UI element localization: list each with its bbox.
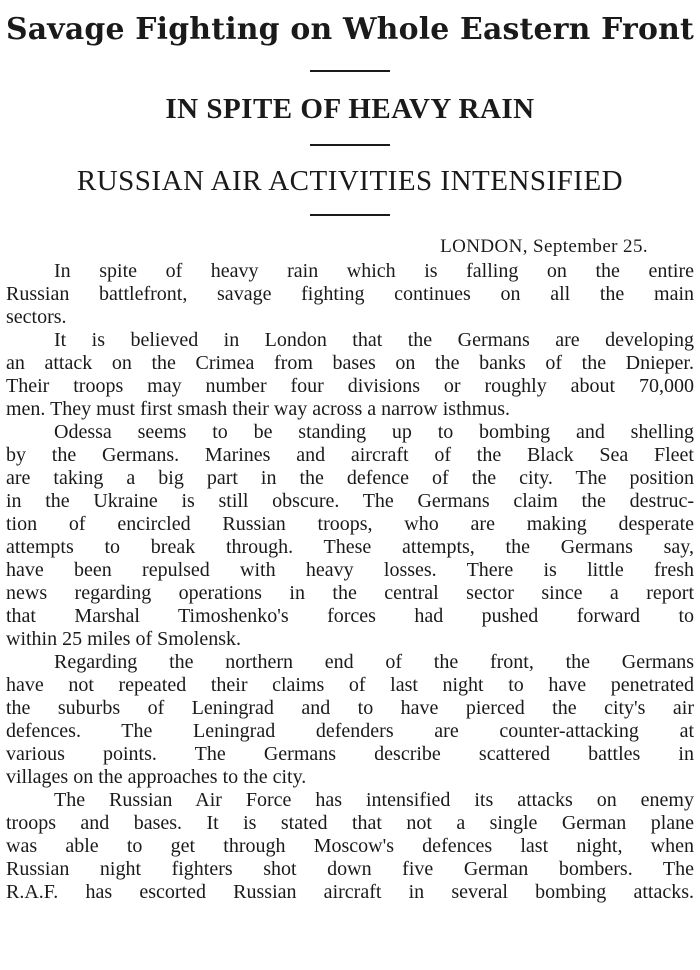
body-line: have been repulsed with heavy losses. There is little fresh — [6, 559, 694, 581]
subheadline-secondary: RUSSIAN AIR ACTIVITIES INTENSIFIED — [76, 165, 624, 197]
body-line: in the Ukraine is still obscure. The Germans claim the destruc- — [6, 490, 694, 512]
body-line: troops and bases. It is stated that not a single German plane — [6, 812, 694, 834]
subheadline-primary: IN SPITE OF HEAVY RAIN — [165, 93, 535, 125]
body-line: tion of encircled Russian troops, who are making desperate — [6, 513, 694, 535]
body-line: within 25 miles of Smolensk. — [6, 628, 241, 650]
body-line: defences. The Leningrad defenders are counter-attacking at — [6, 720, 694, 742]
body-line: was able to get through Moscow's defences last night, when — [6, 835, 694, 857]
body-line: attempts to break through. These attempts, the Germans say, — [6, 536, 694, 558]
divider-rule — [310, 214, 390, 216]
body-line: Odessa seems to be standing up to bombing and shelling — [54, 421, 694, 443]
body-line: In spite of heavy rain which is falling on the entire — [54, 260, 694, 282]
body-line: have not repeated their claims of last night to have penetrated — [6, 674, 694, 696]
body-line: Russian night fighters shot down five German bombers. The — [6, 858, 694, 880]
body-line: an attack on the Crimea from bases on the banks of the Dnieper. — [6, 352, 694, 374]
body-line: men. They must first smash their way across a narrow isthmus. — [6, 398, 510, 420]
body-line: news regarding operations in the central sector since a report — [6, 582, 694, 604]
divider-rule — [310, 70, 390, 72]
body-line: sectors. — [6, 306, 67, 328]
headline: Savage Fighting on Whole Eastern Front — [6, 12, 695, 47]
body-line: R.A.F. has escorted Russian aircraft in several bombing attacks. — [6, 881, 694, 903]
divider-rule — [310, 144, 390, 146]
body-line: various points. The Germans describe scattered battles in — [6, 743, 694, 765]
dateline: LONDON, September 25. — [440, 236, 648, 257]
body-line: Russian battlefront, savage fighting continues on all the main — [6, 283, 694, 305]
article-body — [6, 260, 694, 904]
body-line: It is believed in London that the Germans are developing — [54, 329, 694, 351]
body-line: Regarding the northern end of the front, the Germans — [54, 651, 694, 673]
body-line: The Russian Air Force has intensified its attacks on enemy — [54, 789, 694, 811]
body-line: the suburbs of Leningrad and to have pierced the city's air — [6, 697, 694, 719]
body-line: are taking a big part in the defence of the city. The position — [6, 467, 694, 489]
body-line: that Marshal Timoshenko's forces had pushed forward to — [6, 605, 694, 627]
body-line: villages on the approaches to the city. — [6, 766, 307, 788]
body-line: Their troops may number four divisions or roughly about 70,000 — [6, 375, 694, 397]
body-line: by the Germans. Marines and aircraft of the Black Sea Fleet — [6, 444, 694, 466]
